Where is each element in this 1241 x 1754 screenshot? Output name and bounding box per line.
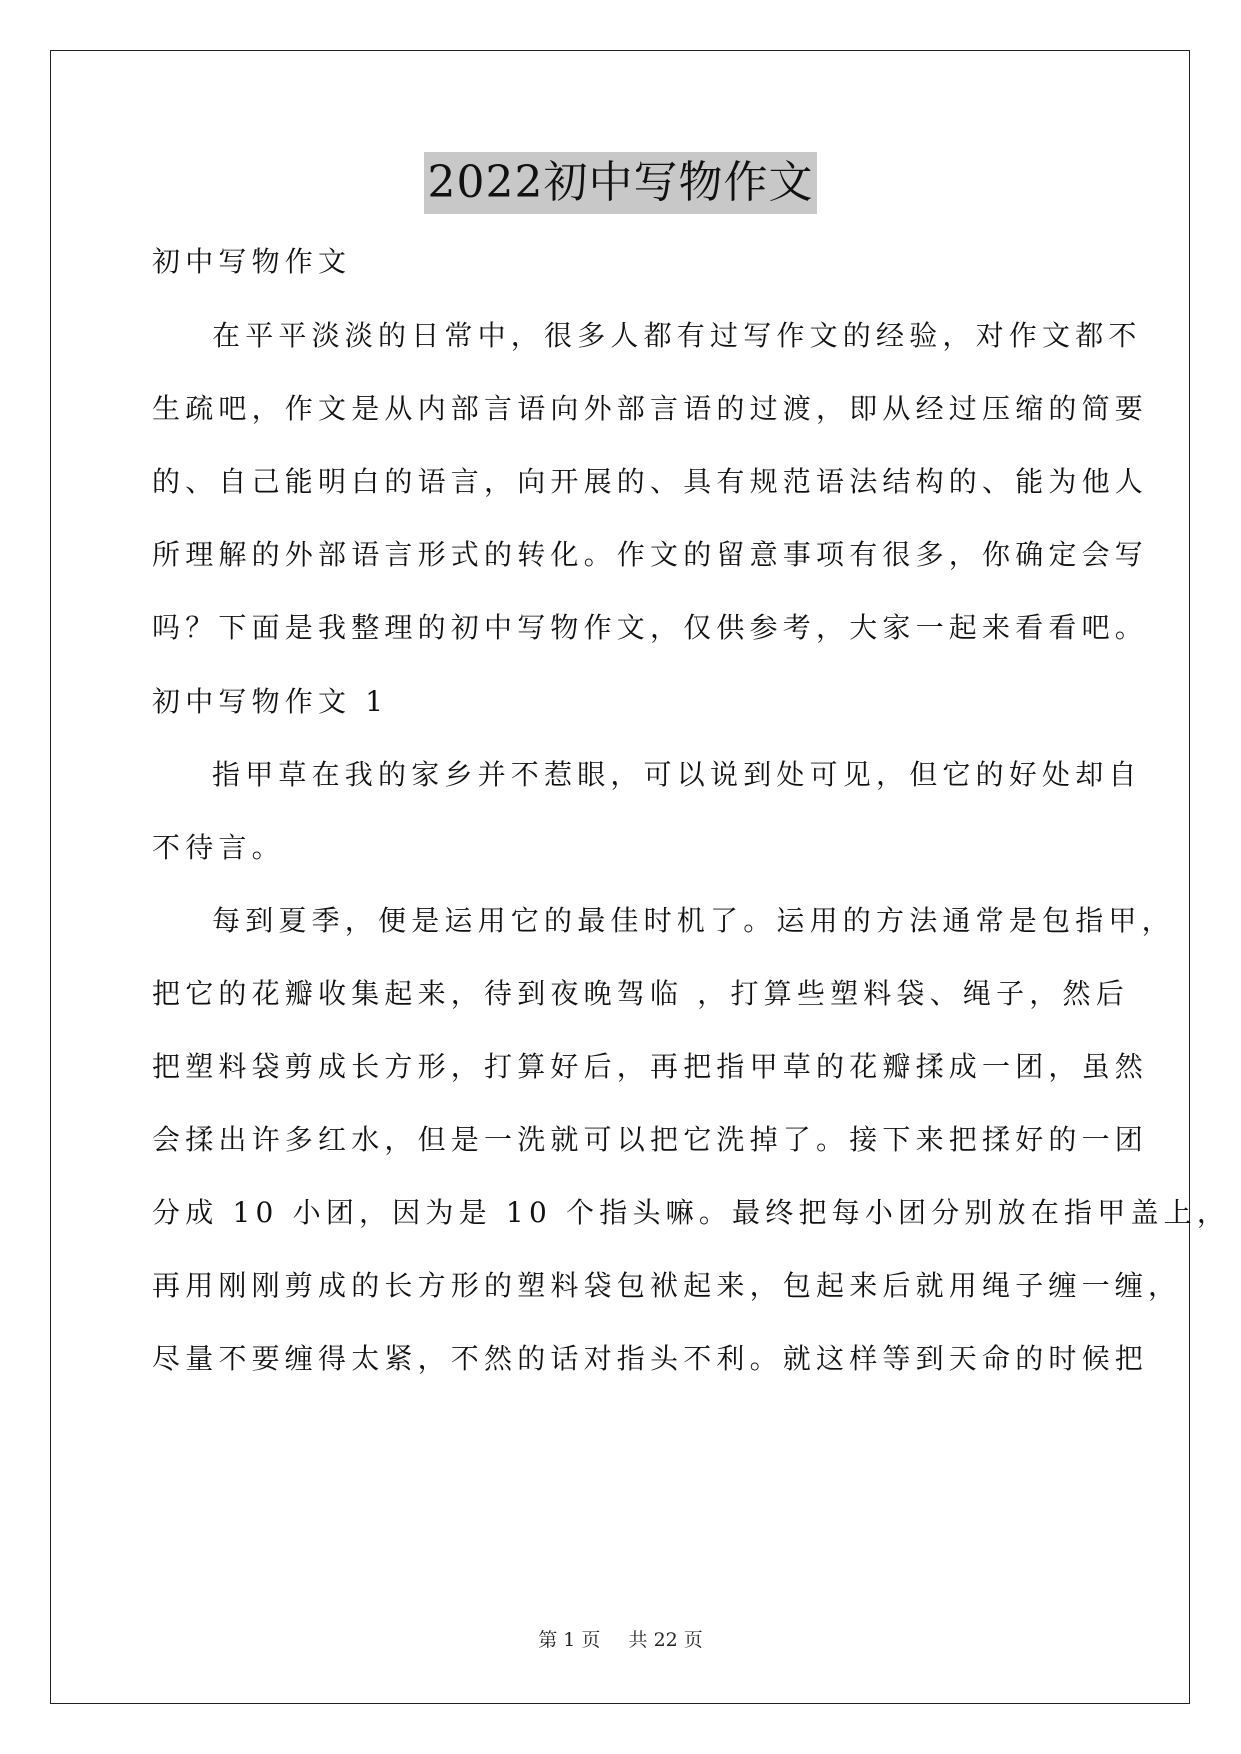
paragraph-line: 再用刚刚剪成的长方形的塑料袋包袱起来，包起来后就用绳子缠一缠，	[152, 1269, 1182, 1302]
paragraph-line: 吗？下面是我整理的初中写物作文，仅供参考，大家一起来看看吧。	[152, 611, 1149, 644]
page-total: 共 22 页	[628, 1629, 703, 1651]
paragraph-line: 分成 10 小团，因为是 10 个指头嘛。最终把每小团分别放在指甲盖上，	[152, 1196, 1231, 1229]
title-container	[0, 152, 1241, 214]
paragraph-line: 在平平淡淡的日常中，很多人都有过写作文的经验，对作文都不	[212, 319, 1142, 352]
paragraph-line: 尽量不要缠得太紧，不然的话对指头不利。就这样等到天命的时候把	[152, 1342, 1149, 1375]
paragraph-line: 生疏吧，作文是从内部言语向外部言语的过渡，即从经过压缩的简要	[152, 392, 1149, 425]
paragraph-line: 每到夏季，便是运用它的最佳时机了。运用的方法通常是包指甲，	[212, 904, 1175, 937]
paragraph-line: 把塑料袋剪成长方形，打算好后，再把指甲草的花瓣揉成一团，虽然	[152, 1050, 1149, 1083]
page-number: 第 1 页	[538, 1629, 601, 1651]
paragraph-line: 所理解的外部语言形式的转化。作文的留意事项有很多，你确定会写	[152, 538, 1149, 571]
paragraph-line: 会揉出许多红水，但是一洗就可以把它洗掉了。接下来把揉好的一团	[152, 1123, 1149, 1156]
paragraph-line: 不待言。	[152, 831, 285, 864]
document-title: 2022初中写物作文	[424, 152, 818, 214]
page-border	[50, 50, 1231, 1704]
paragraph-line: 把它的花瓣收集起来，待到夜晚驾临 ，打算些塑料袋、绳子，然后	[152, 977, 1129, 1010]
paragraph-line: 指甲草在我的家乡并不惹眼，可以说到处可见，但它的好处却自	[212, 758, 1142, 791]
paragraph-line: 的、自己能明白的语言，向开展的、具有规范语法结构的、能为他人	[152, 465, 1149, 498]
section-heading: 初中写物作文 1	[152, 685, 389, 718]
page-footer	[0, 1625, 1241, 1652]
section-heading: 初中写物作文	[152, 245, 352, 278]
